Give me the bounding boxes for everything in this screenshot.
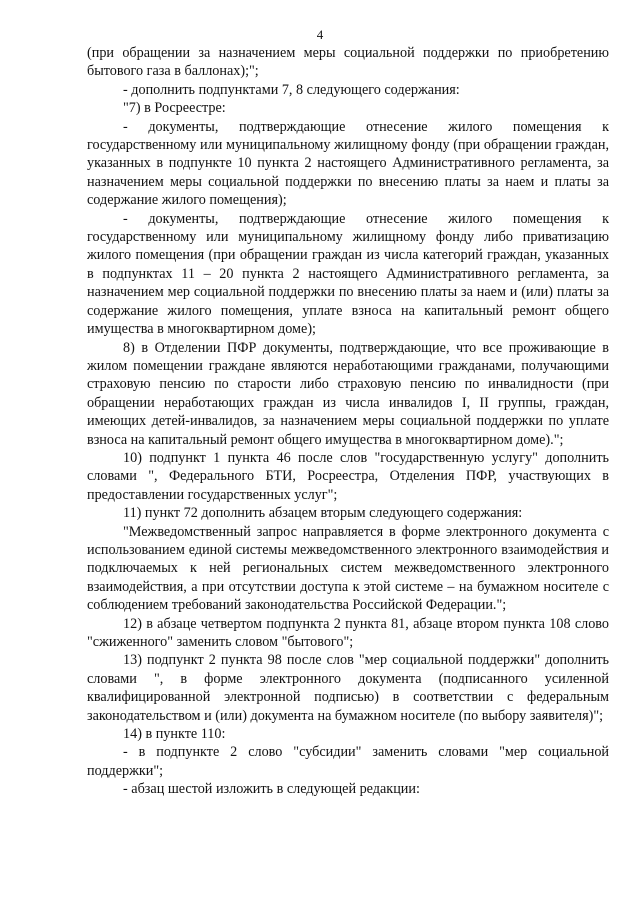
paragraph: 14) в пункте 110: bbox=[123, 726, 226, 743]
paragraph: 13) подпункт 2 пункта 98 после слов "мер социальной поддержки" дополнить словами ", в форме электронного документа (подписанного усиленной квалифицированной электронной подписью) в соответствии с федеральным законодательством и (или) документа на бумажном носителе (по выбору заявителя)"; bbox=[87, 652, 609, 724]
paragraph: "7) в Росреестре: bbox=[123, 100, 226, 117]
page-number: 4 bbox=[316, 27, 324, 42]
paragraph: 8) в Отделении ПФР документы, подтверждающие, что все проживающие в жилом помещении граждане являются неработающими гражданами, получающими страховую пенсию по старости либо страховую пенсию по инвалидности (при обращении неработающих граждан из числа инвалидов I, II группы, граждан, имеющих детей-инвалидов, за назначением меры социальной поддержки по уплате взноса на капитальный ремонт общего имущества в многоквартирном доме)."; bbox=[87, 339, 609, 448]
paragraph: - документы, подтверждающие отнесение жилого помещения к государственному или муниципальному жилищному фонду либо приватизацию жилого помещения (при обращении граждан из числа категорий граждан, указанных в подпунктах 11 – 20 пункта 2 настоящего Административного регламента, за назначением мер социальной поддержки по внесению платы за наем и (или) платы за содержание жилого помещения, уплате взноса на капитальный ремонт общего имущества в многоквартирном доме); bbox=[87, 210, 609, 338]
paragraph: 12) в абзаце четвертом подпункта 2 пункта 81, абзаце втором пункта 108 слово "сжиженного" заменить словом "бытового"; bbox=[87, 615, 609, 650]
document-body bbox=[87, 44, 609, 799]
paragraph: 11) пункт 72 дополнить абзацем вторым следующего содержания: bbox=[123, 505, 523, 522]
paragraph: 10) подпункт 1 пункта 46 после слов "государственную услугу" дополнить словами ", Федерального БТИ, Росреестра, Отделения ПФР, участвующих в предоставлении государственных услуг"; bbox=[87, 449, 609, 503]
paragraph: "Межведомственный запрос направляется в форме электронного документа с использованием единой системы межведомственного электронного взаимодействия и подключаемых к ней региональных систем межведомственного электронного взаимодействия, а при отсутствии доступа к этой системе – на бумажном носителе с соблюдением требований законодательства Российской Федерации."; bbox=[87, 523, 609, 614]
paragraph: (при обращении за назначением меры социальной поддержки по приобретению бытового газа в баллонах);"; bbox=[87, 45, 609, 80]
paragraph: - абзац шестой изложить в следующей редакции: bbox=[123, 781, 420, 798]
paragraph: - документы, подтверждающие отнесение жилого помещения к государственному или муниципальному жилищному фонду (при обращении граждан, указанных в подпункте 10 пункта 2 настоящего Административного регламента, за назначением меры социальной поддержки по внесению платы за наем и платы за содержание жилого помещения); bbox=[87, 118, 609, 209]
paragraph: - дополнить подпунктами 7, 8 следующего содержания: bbox=[123, 81, 460, 98]
paragraph: - в подпункте 2 слово "субсидии" заменить словами "мер социальной поддержки"; bbox=[87, 744, 609, 779]
